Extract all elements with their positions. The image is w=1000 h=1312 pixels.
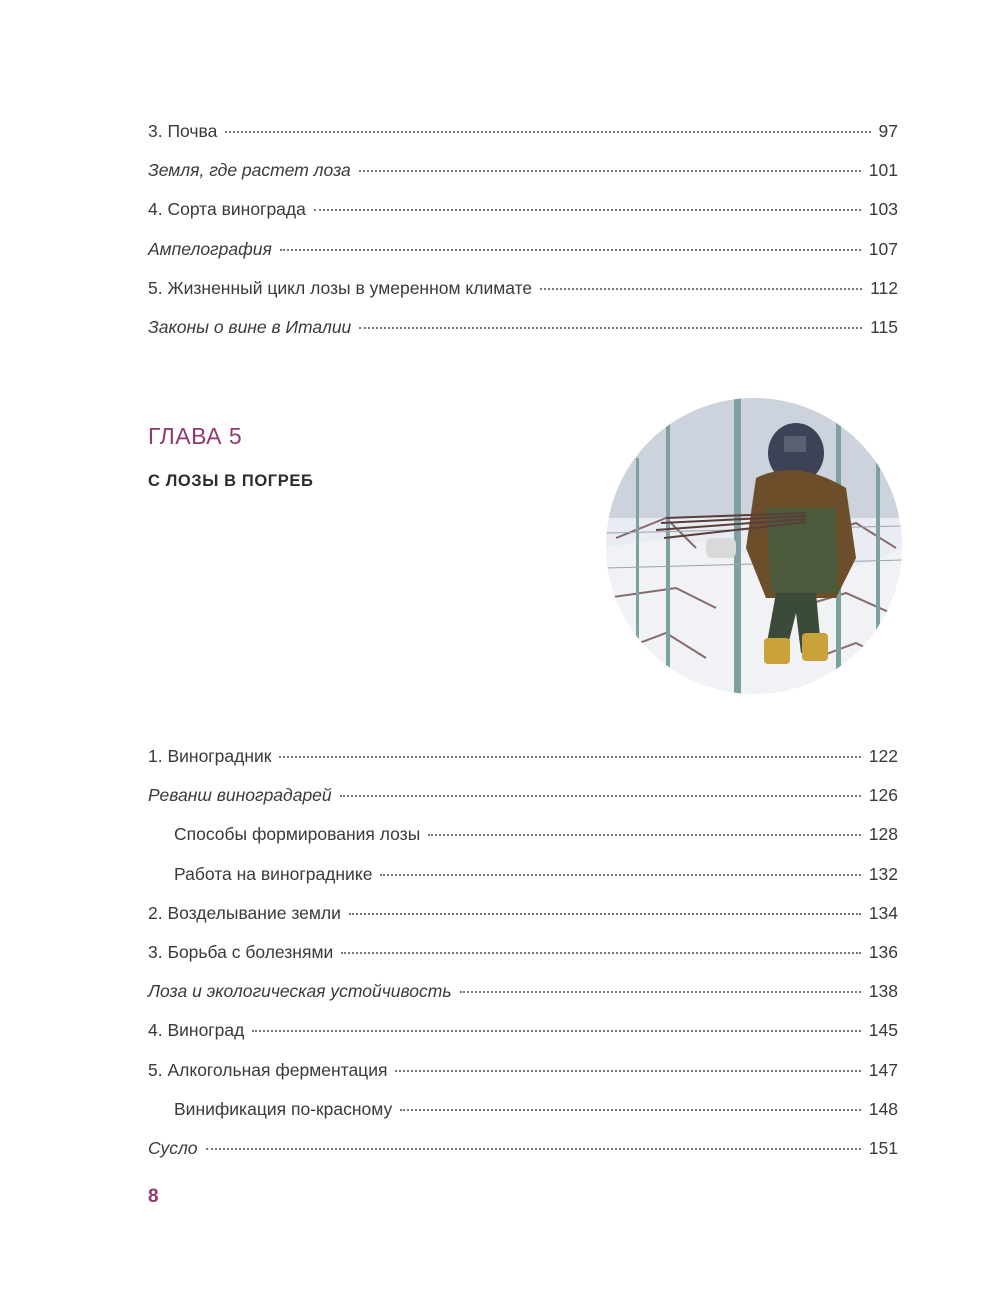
vineyard-worker-photo [606,398,902,694]
toc-entry-title: 5. Алкогольная ферментация [148,1059,388,1080]
toc-entry-title: Способы формирования лозы [174,824,421,845]
dot-leader [280,249,861,251]
toc-entry-title: 4. Сорта винограда [148,199,306,220]
toc-entry [148,776,898,815]
toc-entry-title: Сусло [148,1137,198,1158]
toc-entry-page: 112 [870,277,898,298]
dot-leader [314,209,861,211]
toc-entry-title: 2. Возделывание земли [148,902,341,923]
toc-entry-title: Земля, где растет лоза [148,160,351,181]
toc-entry-page: 103 [868,199,898,220]
toc-entry [148,1011,898,1050]
dot-leader [460,991,861,993]
dot-leader [279,756,860,758]
toc-entry-title: 3. Почва [148,121,218,141]
toc-entry-page: 132 [868,863,898,884]
dot-leader [206,1148,861,1150]
chapter-title: С ЛОЗЫ В ПОГРЕБ [148,472,314,490]
dot-leader [340,795,861,797]
dot-leader [540,288,862,290]
toc-entry-title: 5. Жизненный цикл лозы в умеренном климате [148,277,533,298]
toc-entry-page: 115 [870,316,898,337]
toc-entry [148,151,898,190]
toc-entry [148,1129,898,1168]
toc-entry-page: 126 [868,785,898,806]
toc-entry [148,894,898,933]
toc-entry-title: Реванш виноградарей [148,785,332,806]
toc-entry [148,933,898,972]
toc-entry [148,1090,898,1129]
dot-leader [252,1030,860,1032]
toc-entry [148,112,898,151]
dot-leader [359,327,862,329]
page-number: 8 [148,1186,159,1207]
dot-leader [349,913,861,915]
toc-entry-title: 4. Виноград [148,1020,245,1041]
toc-entry-page: 136 [868,941,898,962]
toc-entry-title: Винификация по-красному [174,1098,393,1119]
toc-top-list [148,112,898,347]
toc-entry [148,230,898,269]
dot-leader [395,1070,860,1072]
toc-entry [148,815,898,854]
toc-entry-title: Работа на винограднике [174,863,373,884]
toc-entry-page: 147 [868,1059,898,1080]
toc-entry-page: 122 [868,746,898,766]
toc-entry [148,269,898,308]
toc-entry-page: 101 [868,160,898,181]
dot-leader [225,131,870,133]
toc-entry-page: 145 [868,1020,898,1041]
toc-entry-title: 1. Виноградник [148,746,272,766]
toc-entry-title: 3. Борьба с болезнями [148,941,334,962]
toc-entry-page: 151 [868,1137,898,1158]
toc-entry [148,308,898,347]
toc-entry-page: 134 [868,902,898,923]
toc-entry [148,855,898,894]
toc-entry [148,972,898,1011]
toc-entry [148,1051,898,1090]
chapter-label: ГЛАВА 5 [148,423,243,449]
dot-leader [341,952,861,954]
toc-entry [148,190,898,229]
dot-leader [400,1109,861,1111]
toc-entry-title: Ампелография [148,238,272,259]
toc-entry-title: Лоза и экологическая устойчивость [148,981,452,1002]
toc-entry-title: Законы о вине в Италии [148,316,352,337]
toc-entry-page: 97 [878,121,898,141]
toc-bottom-list [148,737,898,1168]
toc-entry-page: 138 [868,981,898,1002]
toc-entry [148,737,898,776]
dot-leader [359,170,861,172]
toc-entry-page: 128 [868,824,898,845]
toc-entry-page: 107 [868,238,898,259]
toc-entry-page: 148 [868,1098,898,1119]
dot-leader [380,874,860,876]
dot-leader [428,834,861,836]
